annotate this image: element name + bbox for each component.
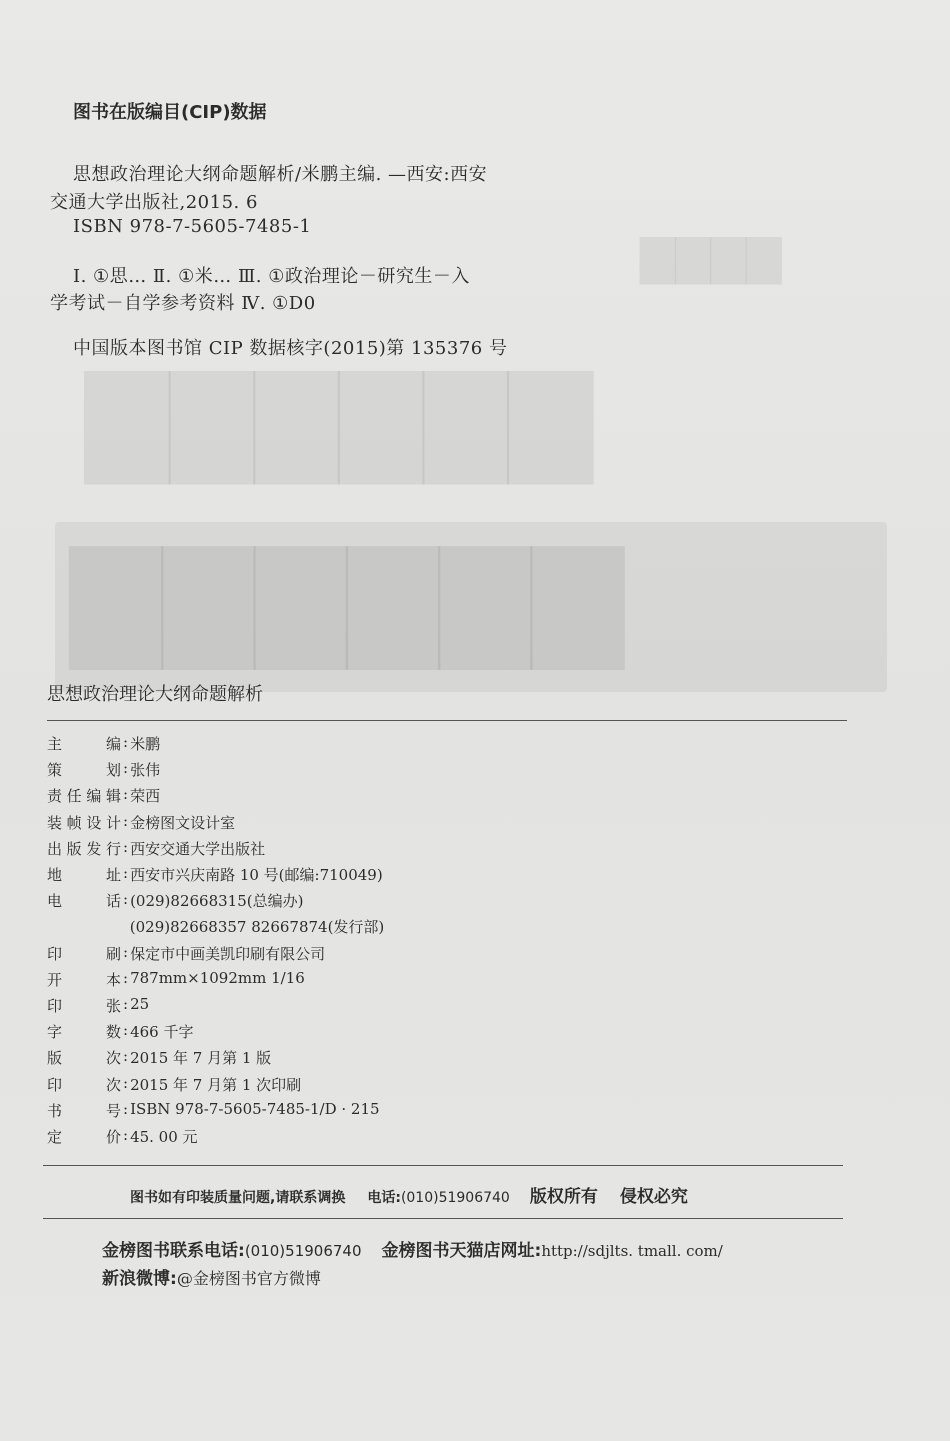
cip-classification: 学考试－自学参考资料 Ⅳ. ①D0 <box>50 293 316 314</box>
meta-value: 张伟 <box>130 761 161 780</box>
meta-row <box>47 890 303 912</box>
meta-row <box>47 838 265 860</box>
meta-key: 出版发行 <box>47 839 121 858</box>
meta-row <box>47 1126 198 1148</box>
show-through-mark: ▇▇▇▇▇▇ <box>85 355 593 483</box>
meta-row <box>47 916 384 938</box>
meta-row <box>47 1074 301 1096</box>
quality-notice-text: 图书如有印装质量问题,请联系调换 <box>130 1190 346 1206</box>
meta-separator: : <box>123 890 129 909</box>
meta-value: 保定市中画美凯印刷有限公司 <box>130 944 326 963</box>
meta-value: 45. 00 元 <box>130 1128 198 1146</box>
meta-row <box>47 1100 380 1122</box>
meta-separator: : <box>123 968 129 987</box>
meta-row <box>47 969 305 991</box>
meta-value: 荣西 <box>130 787 161 806</box>
meta-row <box>47 864 383 886</box>
meta-separator: : <box>123 1126 129 1144</box>
meta-separator: : <box>123 759 129 778</box>
meta-separator: : <box>123 864 129 882</box>
meta-row <box>47 812 235 834</box>
meta-key: 版次 <box>47 1049 121 1068</box>
meta-value: 2015 年 7 月第 1 次印刷 <box>130 1075 302 1094</box>
meta-value: 787mm×1092mm 1/16 <box>130 968 305 987</box>
meta-value: (029)82668315(总编办) <box>130 892 304 911</box>
meta-value: 金榜图文设计室 <box>130 813 236 832</box>
meta-separator: : <box>123 942 129 961</box>
meta-value: 米鹏 <box>130 735 161 753</box>
shop-label: 金榜图书天猫店网址: <box>381 1241 542 1261</box>
cip-line: 思想政治理论大纲命题解析/米鹏主编. —西安:西安 <box>73 164 488 185</box>
contact-line <box>102 1236 723 1261</box>
weibo-label: 新浪微博: <box>102 1269 177 1289</box>
meta-separator: : <box>123 1047 129 1066</box>
infringement-text: 侵权必究 <box>619 1187 688 1207</box>
meta-value: (029)82668357 82667874(发行部) <box>129 918 385 937</box>
meta-key: 印刷 <box>47 944 121 963</box>
meta-separator: : <box>123 1099 129 1118</box>
quality-notice <box>130 1182 688 1207</box>
meta-separator: : <box>123 995 129 1013</box>
contact-phone-label: 金榜图书联系电话: <box>102 1241 245 1261</box>
meta-key: 策划 <box>47 761 121 780</box>
meta-row <box>47 733 160 755</box>
meta-row <box>47 1047 271 1069</box>
meta-value: 25 <box>130 995 150 1013</box>
meta-separator: : <box>123 811 129 830</box>
notice-phone: (010)51906740 <box>400 1190 510 1206</box>
meta-key: 开本 <box>47 970 121 989</box>
book-title: 思想政治理论大纲命题解析 <box>47 684 263 705</box>
meta-key: 电话 <box>47 892 121 911</box>
meta-key <box>47 916 121 938</box>
cip-title: 图书在版编目(CIP)数据 <box>73 102 267 123</box>
meta-key: 定价 <box>47 1128 121 1146</box>
meta-key: 印张 <box>47 997 121 1015</box>
meta-value: 2015 年 7 月第 1 版 <box>130 1049 272 1068</box>
copyright-text: 版权所有 <box>529 1187 598 1207</box>
meta-row <box>47 995 149 1017</box>
meta-row <box>47 943 325 965</box>
meta-row <box>47 785 160 807</box>
meta-separator: : <box>123 837 129 856</box>
show-through-mark: ▇▇▇▇▇▇ <box>70 530 624 669</box>
meta-key: 书号 <box>47 1101 121 1120</box>
notice-phone-label: 电话: <box>367 1190 401 1206</box>
meta-key: 字数 <box>47 1023 121 1042</box>
cip-classification: Ⅰ. ①思… Ⅱ. ①米… Ⅲ. ①政治理论－研究生－入 <box>73 266 470 287</box>
meta-value: ISBN 978-7-5605-7485-1/D · 215 <box>130 1099 380 1118</box>
meta-key: 地址 <box>47 866 121 884</box>
contact-phone: (010)51906740 <box>244 1242 362 1260</box>
divider <box>43 1165 843 1166</box>
weibo-line <box>102 1264 321 1289</box>
show-through-mark: ▇▇▇▇ <box>640 230 782 284</box>
meta-value: 西安交通大学出版社 <box>130 839 266 858</box>
cip-line: 交通大学出版社,2015. 6 <box>50 192 258 213</box>
meta-key: 印次 <box>47 1075 121 1094</box>
meta-value: 466 千字 <box>130 1023 194 1042</box>
divider <box>43 1218 843 1219</box>
meta-key: 装帧设计 <box>47 813 121 832</box>
meta-separator <box>123 916 128 938</box>
meta-key: 责任编辑 <box>47 787 121 806</box>
divider <box>47 720 847 721</box>
shop-url: http://sdjlts. tmall. com/ <box>541 1242 723 1260</box>
meta-separator: : <box>123 785 129 804</box>
meta-separator: : <box>123 733 129 751</box>
meta-row <box>47 759 160 781</box>
meta-separator: : <box>123 1073 129 1092</box>
weibo-handle: @金榜图书官方微博 <box>176 1269 321 1288</box>
meta-separator: : <box>123 1021 129 1040</box>
meta-key: 主编 <box>47 735 121 753</box>
meta-row <box>47 1021 193 1043</box>
meta-value: 西安市兴庆南路 10 号(邮编:710049) <box>130 866 383 884</box>
cip-isbn: ISBN 978-7-5605-7485-1 <box>73 216 312 237</box>
cip-record-number: 中国版本图书馆 CIP 数据核字(2015)第 135376 号 <box>73 338 508 359</box>
